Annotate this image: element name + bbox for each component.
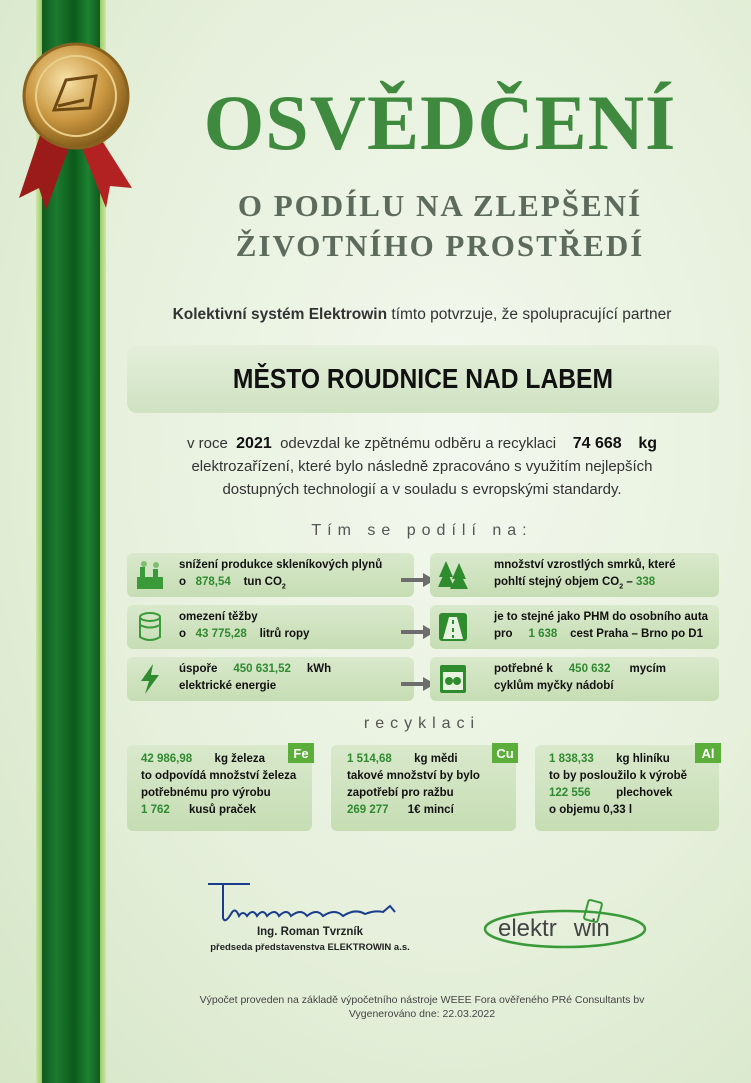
iron-value: 42 986,98	[141, 753, 193, 765]
summary-weight: 74 668	[572, 435, 622, 452]
copper-unit: kg mědi	[414, 753, 458, 765]
oil-value: 43 775,28	[195, 628, 247, 640]
share-heading: Tím se podílí na:	[311, 522, 533, 539]
copper-unit-2: 1€ mincí	[407, 804, 454, 816]
iron-unit: kg železa	[214, 753, 266, 765]
iron-value-2: 1 762	[141, 804, 170, 816]
co2-label: snížení produkce skleníkových plynů	[179, 559, 383, 571]
tag-al: Al	[695, 743, 721, 763]
equivalent-box-trees	[430, 553, 719, 597]
aluminium-line-4: o objemu 0,33 l	[549, 804, 633, 816]
iron-unit-2: kusů praček	[188, 804, 257, 816]
summary-unit: kg	[638, 435, 658, 452]
summary-line-2: elektrozařízení, které bylo následně zpracováno s využitím nejlepších	[191, 458, 653, 475]
oil-label: omezení těžby	[179, 611, 258, 623]
energy-label: úspoře	[179, 663, 218, 675]
tag-fe: Fe	[288, 743, 314, 763]
energy-value: 450 631,52	[233, 663, 291, 675]
trees-sub: 2	[619, 583, 624, 591]
trees-label: množství vzrostlých smrků, které	[494, 559, 676, 571]
trees-value: 338	[635, 576, 656, 588]
road-prefix: pro	[494, 628, 513, 640]
co2-prefix: o	[179, 576, 187, 588]
equivalent-box-road	[430, 605, 719, 649]
intro-bold: Kolektivní systém Elektrowin	[172, 306, 388, 323]
aluminium-unit-2: plechovek	[616, 787, 673, 799]
dishwasher-label-2: cyklům myčky nádobí	[494, 680, 614, 692]
barrel-icon	[135, 611, 165, 643]
dishwasher-label: potřebné k	[494, 663, 553, 675]
trees-icon	[438, 559, 468, 591]
impact-box-oil	[127, 605, 414, 649]
impact-box-energy	[127, 657, 414, 701]
partner-name: MĚSTO ROUDNICE NAD LABEM	[232, 363, 614, 394]
co2-value: 878,54	[195, 576, 231, 588]
summary-paragraph	[112, 432, 732, 501]
recycle-heading: recyklaci	[363, 715, 481, 732]
partner-name-box	[127, 345, 719, 413]
summary-year: 2021	[236, 435, 272, 452]
aluminium-value: 1 838,33	[549, 753, 594, 765]
subtitle-line-2: ŽIVOTNÍHO PROSTŘEDÍ	[235, 228, 645, 263]
summary-text-1: v roce	[186, 435, 228, 452]
energy-unit: kWh	[306, 663, 332, 675]
logo-text-part-1: elektr	[498, 915, 557, 942]
oil-prefix: o	[179, 628, 187, 640]
dishwasher-value: 450 632	[568, 663, 611, 675]
metal-box-aluminium	[535, 745, 719, 831]
summary-line-1	[112, 432, 732, 455]
aluminium-line-2: to by posloužilo k výrobě	[549, 770, 688, 782]
copper-line-3: zapotřebí pro ražbu	[347, 787, 454, 799]
road-unit: cest Praha – Brno po D1	[570, 628, 704, 640]
dishwasher-unit: mycím	[629, 663, 666, 675]
copper-value-2: 269 277	[347, 804, 389, 816]
impact-box-co2	[127, 553, 414, 597]
factory-icon	[135, 559, 165, 591]
co2-unit-sub: 2	[281, 583, 286, 591]
intro-rest: tímto potvrzuje, že spolupracující partner	[387, 306, 672, 323]
equivalent-box-dishwasher	[430, 657, 719, 701]
footer-line-2	[112, 1008, 732, 1020]
aluminium-unit: kg hliníku	[616, 753, 670, 765]
trees-label-2: pohltí stejný objem CO	[494, 576, 620, 588]
logo-text-part-2: win	[573, 915, 610, 942]
summary-line-3: dostupných technologií a v souladu s evropskými standardy.	[222, 481, 622, 498]
iron-line-2: to odpovídá množství železa	[141, 770, 297, 782]
medal-seal-icon	[14, 28, 144, 228]
intro-text	[112, 306, 732, 324]
elektrowin-logo	[480, 895, 650, 955]
copper-line-2: takové množství by bylo	[347, 770, 480, 782]
trees-dash: –	[623, 576, 636, 588]
signatory-role: předseda představenstva ELEKTROWIN a.s.	[210, 942, 410, 953]
road-label: je to stejné jako PHM do osobního auta	[494, 611, 709, 623]
energy-label-2: elektrické energie	[179, 680, 277, 692]
footer-date-label: Vygenerováno dne:	[348, 1008, 440, 1020]
metal-box-iron	[127, 745, 312, 831]
aluminium-value-2: 122 556	[549, 787, 591, 799]
dishwasher-icon	[438, 663, 468, 695]
copper-value: 1 514,68	[347, 753, 392, 765]
footer-line-1: Výpočet proveden na základě výpočetního nástroje WEEE Fora ověřeného PRé Consultants bv	[199, 994, 645, 1006]
road-icon	[438, 611, 468, 643]
tag-cu: Cu	[492, 743, 518, 763]
metal-box-copper	[331, 745, 516, 831]
co2-unit: tun CO	[243, 576, 282, 588]
road-value: 1 638	[528, 628, 558, 640]
footer-date: 22.03.2022	[442, 1008, 496, 1020]
lightning-icon	[135, 663, 165, 695]
iron-line-3: potřebnému pro výrobu	[141, 787, 271, 799]
signature-icon	[205, 878, 400, 928]
subtitle-line-1: O PODÍLU NA ZLEPŠENÍ	[237, 188, 643, 223]
summary-text-2: odevzdal ke zpětnému odběru a recyklaci	[280, 435, 557, 452]
certificate-title: OSVĚDČENÍ	[203, 79, 677, 166]
oil-unit: litrů ropy	[259, 628, 310, 640]
signatory-name: Ing. Roman Tvrzník	[256, 926, 364, 938]
